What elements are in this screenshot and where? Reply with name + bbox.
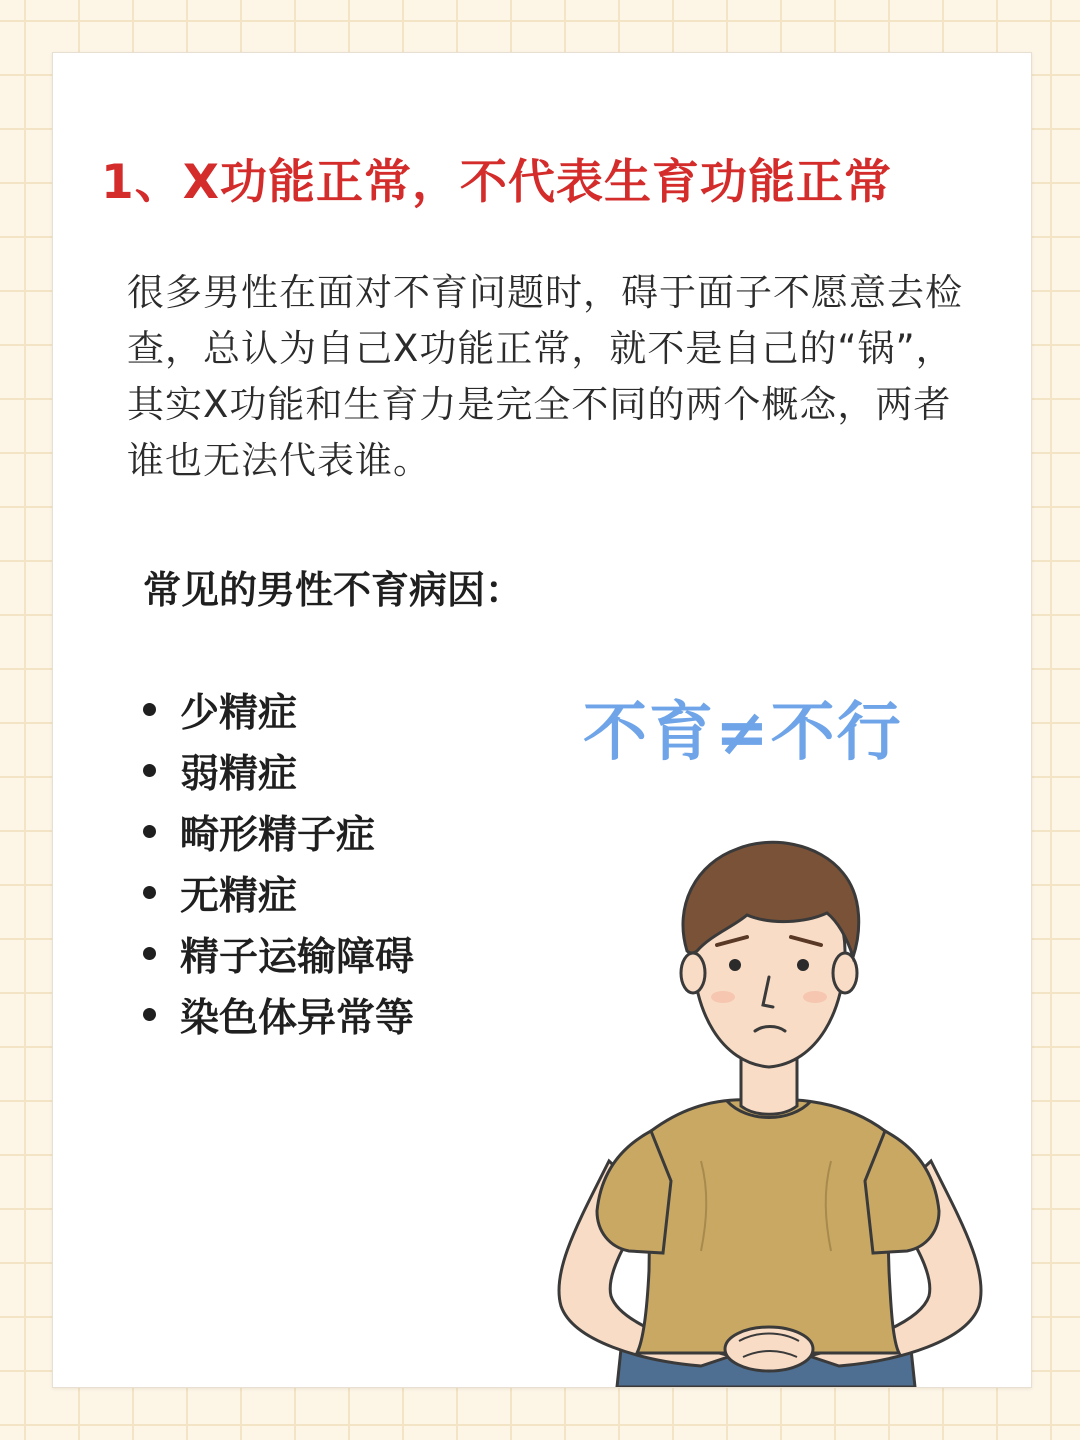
- bullet-icon: [143, 764, 156, 777]
- causes-heading: 常见的男性不育病因：: [143, 568, 524, 612]
- list-item: [143, 679, 414, 740]
- bullet-icon: [143, 886, 156, 899]
- bullet-icon: [143, 703, 156, 716]
- list-item: [143, 801, 414, 862]
- bullet-icon: [143, 947, 156, 960]
- list-item: [143, 862, 414, 923]
- slogan-text: 不育≠不行: [583, 696, 903, 770]
- list-item-label: 染色体异常等: [180, 995, 415, 1041]
- list-item-label: 精子运输障碍: [180, 934, 415, 980]
- list-item: [143, 740, 414, 801]
- intro-paragraph: 很多男性在面对不育问题时，碍于面子不愿意去检查，总认为自己X功能正常，就不是自己的“锅”，其实X功能和生育力是完全不同的两个概念，两者谁也无法代表谁。: [127, 271, 963, 482]
- bullet-icon: [143, 825, 156, 838]
- list-item: [143, 984, 414, 1045]
- list-item-label: 弱精症: [180, 751, 298, 797]
- list-item-label: 无精症: [180, 873, 298, 919]
- list-item-label: 少精症: [180, 690, 298, 736]
- worried-man-illustration: [501, 801, 1031, 1387]
- causes-list: [143, 679, 414, 1045]
- bullet-icon: [143, 1008, 156, 1021]
- list-item: [143, 923, 414, 984]
- page-title: 1、X功能正常，不代表生育功能正常: [101, 155, 892, 210]
- content-card: [52, 52, 1032, 1388]
- list-item-label: 畸形精子症: [180, 812, 376, 858]
